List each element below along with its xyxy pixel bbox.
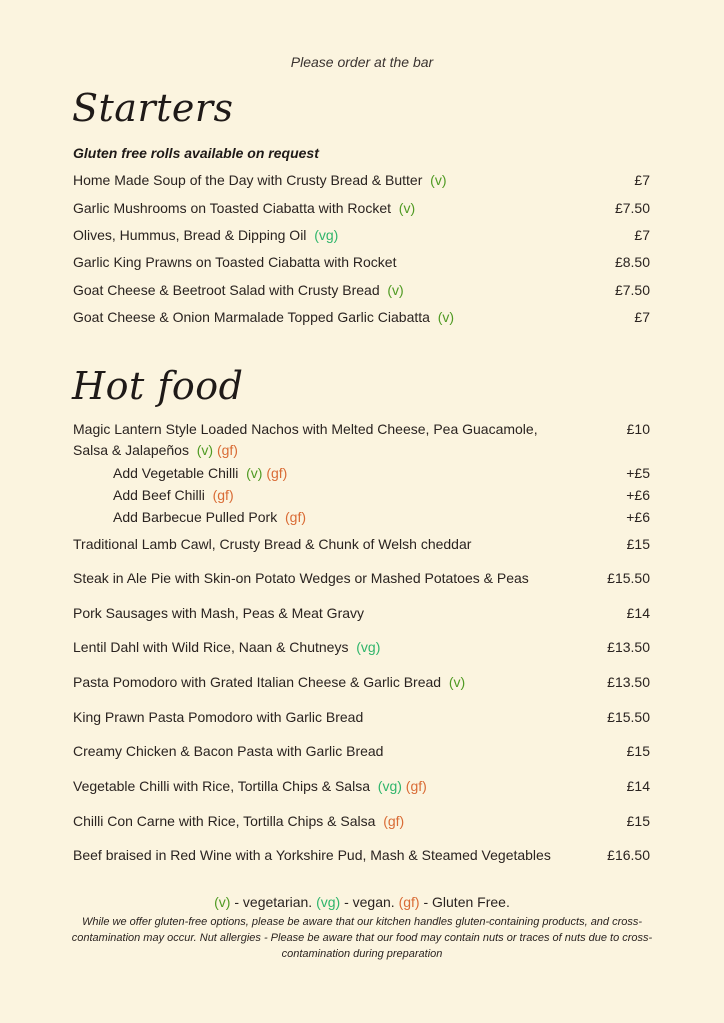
tag-vegetarian: (v)	[387, 282, 404, 298]
item-name: Goat Cheese & Onion Marmalade Topped Garlic Ciabatta	[73, 309, 430, 325]
item-name: King Prawn Pasta Pomodoro with Garlic Bread	[73, 709, 364, 725]
item-price: £15	[626, 813, 650, 829]
item-price: £8.50	[614, 254, 650, 270]
item-price: £16.50	[607, 847, 650, 863]
menu-item	[73, 776, 650, 797]
item-price: £15	[626, 743, 650, 759]
item-price: £13.50	[607, 639, 650, 655]
tag-vegetarian: (v)	[398, 200, 416, 216]
addon-price: +£6	[626, 509, 650, 525]
item-price: £7.50	[614, 282, 650, 298]
tag-vegetarian: (v)	[437, 309, 455, 325]
legend-gluten-free-text: - Gluten Free.	[419, 894, 510, 910]
item-price: £14	[626, 778, 650, 794]
tag-gluten-free: (gf)	[216, 442, 238, 458]
item-name: Pork Sausages with Mash, Peas & Meat Gravy	[73, 605, 365, 621]
tag-vegetarian: (v)	[196, 442, 214, 458]
tag-vegan: (vg)	[377, 778, 402, 794]
item-name: Garlic Mushrooms on Toasted Ciabatta with Rocket	[73, 200, 391, 216]
tag-gluten-free: (gf)	[212, 487, 234, 503]
menu-item	[73, 845, 650, 866]
item-price: £15.50	[607, 709, 650, 725]
tag-gluten-free: (gf)	[405, 778, 427, 794]
menu-item	[73, 603, 650, 624]
item-price: £7	[634, 227, 650, 243]
menu-item	[73, 198, 650, 219]
tag-vegetarian: (v)	[430, 172, 447, 188]
menu-item	[73, 170, 650, 191]
gluten-free-note: Gluten free rolls available on request	[73, 145, 319, 161]
item-name: Goat Cheese & Beetroot Salad with Crusty Bread	[73, 282, 380, 298]
item-name: Lentil Dahl with Wild Rice, Naan & Chutneys	[73, 639, 349, 655]
tag-gluten-free: (gf)	[266, 465, 288, 481]
addon-name: Add Beef Chilli	[113, 487, 205, 503]
menu-item	[73, 568, 650, 589]
addon-item	[113, 485, 650, 506]
addon-name: Add Vegetable Chilli	[113, 465, 239, 481]
hot-food-title: Hot food	[72, 364, 244, 408]
item-price: £15	[626, 536, 650, 552]
tag-gluten-free: (gf)	[383, 813, 405, 829]
item-price: £14	[626, 605, 650, 621]
addon-item	[113, 507, 650, 528]
tag-vegan: (vg)	[356, 639, 381, 655]
legend-gluten-free-tag: (gf)	[398, 894, 420, 910]
tag-vegan: (vg)	[314, 227, 339, 243]
item-price: £15.50	[607, 570, 650, 586]
tag-gluten-free: (gf)	[285, 509, 306, 525]
legend-vegetarian-tag: (v)	[214, 894, 231, 910]
legend-vegetarian-text: - vegetarian.	[230, 894, 317, 910]
item-name: Magic Lantern Style Loaded Nachos with Melted Cheese, Pea Guacamole,	[73, 421, 538, 437]
tag-vegetarian: (v)	[246, 465, 263, 481]
item-name: Steak in Ale Pie with Skin-on Potato Wedges or Mashed Potatoes & Peas	[73, 570, 529, 586]
menu-item	[73, 534, 650, 555]
item-price: £7.50	[614, 200, 650, 216]
menu-item	[73, 672, 650, 693]
item-name: Chilli Con Carne with Rice, Tortilla Chips & Salsa	[73, 813, 376, 829]
addon-price: +£6	[626, 487, 650, 503]
legend-vegan-text: - vegan.	[340, 894, 399, 910]
item-name: Pasta Pomodoro with Grated Italian Cheese & Garlic Bread	[73, 674, 442, 690]
legend-vegan-tag: (vg)	[316, 894, 341, 910]
item-price: £7	[634, 309, 650, 325]
addon-item	[113, 463, 650, 484]
menu-item	[73, 707, 650, 728]
item-price: £10	[626, 421, 650, 437]
item-name: Traditional Lamb Cawl, Crusty Bread & Chunk of Welsh cheddar	[73, 536, 472, 552]
item-name: Home Made Soup of the Day with Crusty Bread & Butter	[73, 172, 423, 188]
menu-item	[73, 637, 650, 658]
menu-item	[73, 252, 650, 273]
menu-item	[73, 225, 650, 246]
menu-item	[73, 307, 650, 328]
menu-item	[73, 280, 650, 301]
item-name-continued: Salsa & Jalapeños	[73, 442, 189, 458]
allergy-disclaimer: While we offer gluten-free options, please be aware that our kitchen handles gluten-containing products, and cross-contamination may occur. Nut allergies - Please be aware that our food may contain nuts or traces of nuts due to cross-contamination during preparation	[71, 916, 653, 960]
order-note: Please order at the bar	[290, 54, 434, 70]
item-name: Creamy Chicken & Bacon Pasta with Garlic Bread	[73, 743, 384, 759]
starters-title: Starters	[72, 86, 234, 130]
item-name: Beef braised in Red Wine with a Yorkshire Pud, Mash & Steamed Vegetables	[73, 847, 551, 863]
dietary-legend	[0, 894, 724, 910]
item-price: £13.50	[607, 674, 650, 690]
addon-price: +£5	[626, 465, 650, 481]
menu-item-nachos	[73, 419, 650, 461]
item-name: Vegetable Chilli with Rice, Tortilla Chips & Salsa	[73, 778, 370, 794]
item-price: £7	[634, 172, 650, 188]
tag-vegetarian: (v)	[448, 674, 466, 690]
item-name: Olives, Hummus, Bread & Dipping Oil	[73, 227, 307, 243]
menu-item	[73, 811, 650, 832]
addon-name: Add Barbecue Pulled Pork	[113, 509, 278, 525]
item-name: Garlic King Prawns on Toasted Ciabatta with Rocket	[73, 254, 397, 270]
menu-item	[73, 741, 650, 762]
